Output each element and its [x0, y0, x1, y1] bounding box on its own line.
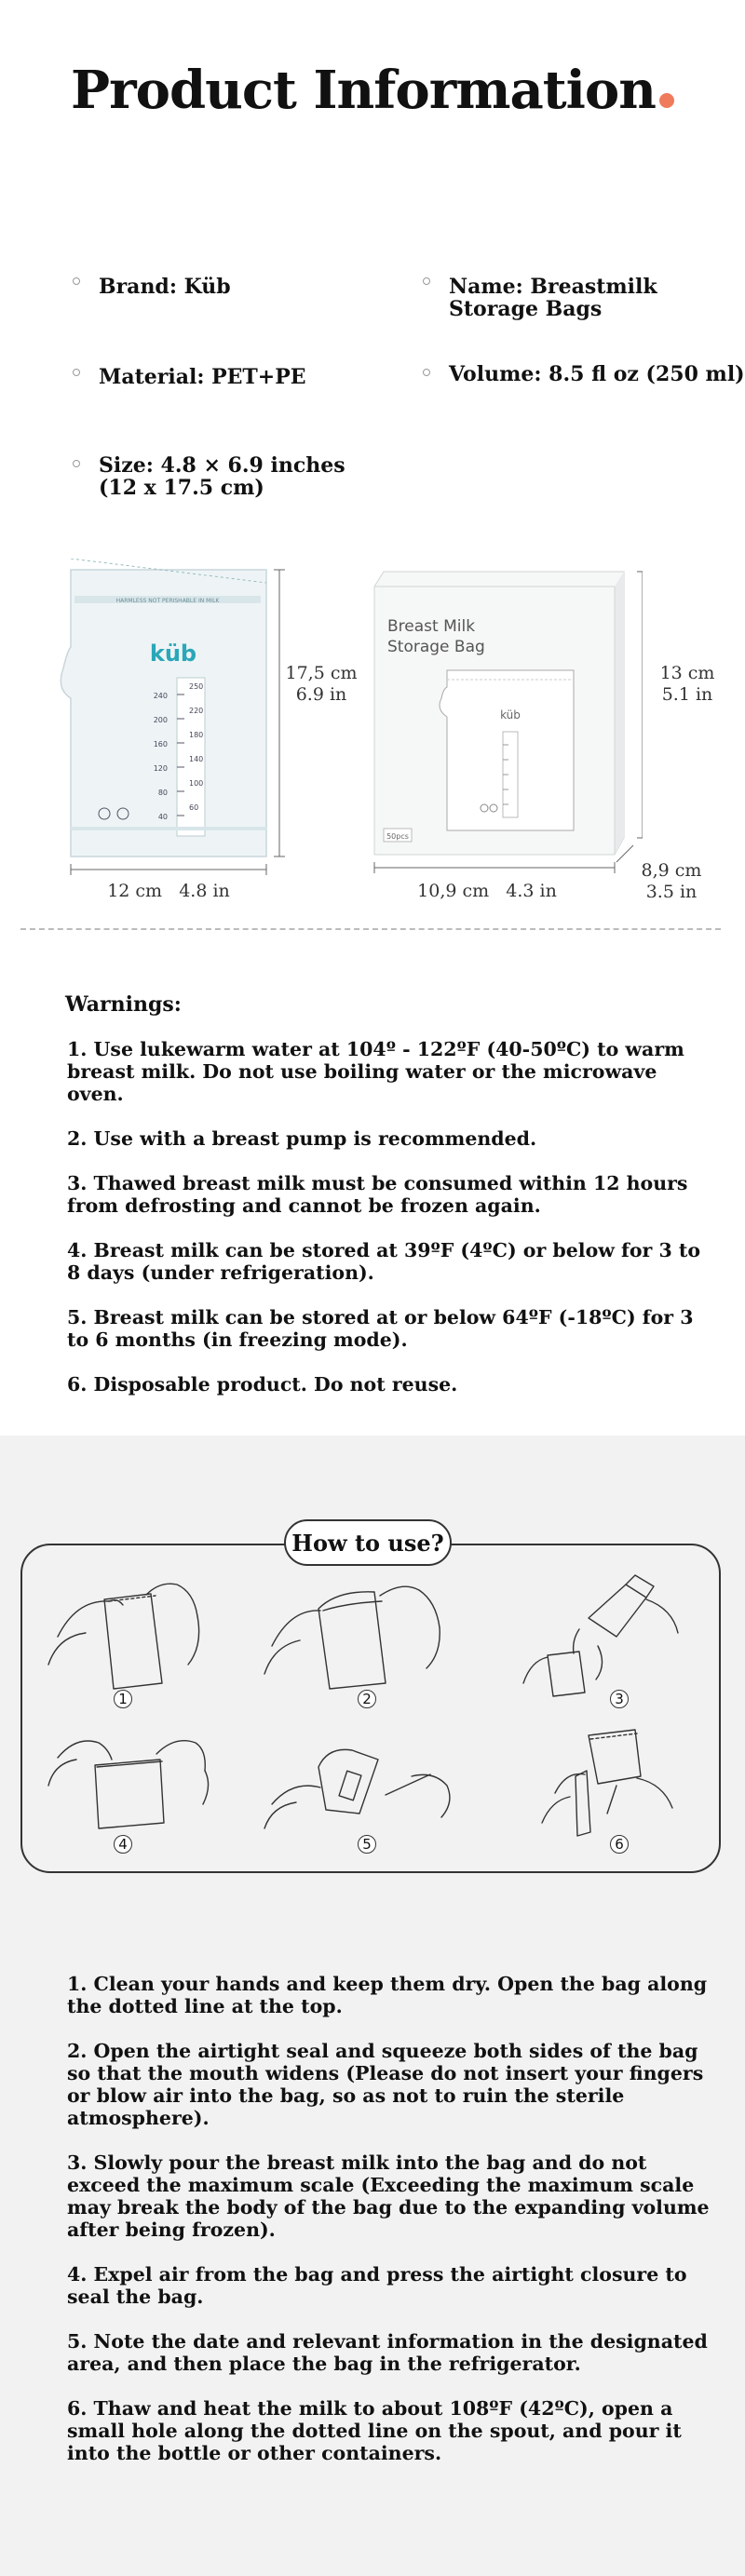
- spec-material: Material: PET+PE: [99, 365, 306, 389]
- warning-item: [67, 1127, 719, 1150]
- warning-item: [67, 1172, 719, 1217]
- box-depth-label: [620, 860, 723, 903]
- bag-scale-right: 250: [189, 682, 204, 691]
- step-number-badge: 5: [358, 1835, 376, 1854]
- bullet-icon: [73, 277, 80, 285]
- page-title-text: Product Information: [71, 60, 656, 121]
- step-line: small hole along the dotted line on the spout, and pour it: [67, 2420, 682, 2442]
- warning-line: to 6 months (in freezing mode).: [67, 1328, 408, 1351]
- box-width-label: [389, 881, 585, 902]
- how-to-step: [67, 1973, 728, 2017]
- bag-width-cm: 12 cm: [107, 881, 163, 901]
- bag-scale-right: 60: [189, 803, 199, 812]
- bag-scale-right: 140: [189, 755, 204, 763]
- warning-line: 6. Disposable product. Do not reuse.: [67, 1373, 458, 1396]
- step-3-drawing: [523, 1575, 678, 1696]
- step-number-badge: 6: [610, 1835, 629, 1854]
- warning-item: [67, 1373, 719, 1396]
- step-line: atmosphere).: [67, 2107, 210, 2129]
- step-number-badge: 3: [610, 1690, 629, 1708]
- spec-size-line1: Size: 4.8 × 6.9 inches: [99, 453, 345, 478]
- warning-line: 4. Breast milk can be stored at 39ºF (4ºC) or below for 3 to: [67, 1239, 700, 1261]
- step-number-badge: 1: [114, 1690, 132, 1708]
- warning-item: [67, 1306, 719, 1351]
- bullet-icon: [423, 277, 430, 285]
- warning-line: 2. Use with a breast pump is recommended.: [67, 1127, 537, 1150]
- warning-line: 3. Thawed breast milk must be consumed within 12 hours: [67, 1172, 688, 1194]
- bag-width-in: 4.8 in: [179, 881, 230, 901]
- step-1-drawing: [48, 1584, 199, 1689]
- box-label-line1: Breast Milk: [387, 617, 476, 636]
- page-title: [0, 60, 745, 121]
- box-count: 50pcs: [386, 832, 409, 841]
- how-to-step: [67, 2263, 728, 2308]
- warning-line: breast milk. Do not use boiling water or the microwave: [67, 1060, 657, 1083]
- warning-line: 1. Use lukewarm water at 104º - 122ºF (40-50ºC) to warm: [67, 1038, 684, 1060]
- storage-bag-illustration: [56, 559, 326, 875]
- bullet-icon: [73, 460, 80, 467]
- section-divider: [20, 928, 721, 930]
- storage-box-illustration: [363, 559, 643, 884]
- box-height-in: 5.1 in: [661, 684, 713, 705]
- box-depth-in: 3.5 in: [645, 882, 698, 902]
- bullet-icon: [423, 369, 430, 376]
- box-bag-logo: küb: [500, 708, 521, 722]
- step-line: area, and then place the bag in the refrigerator.: [67, 2353, 581, 2375]
- how-to-step: [67, 2330, 728, 2375]
- bag-width-label: [71, 881, 266, 902]
- spec-size: [99, 454, 345, 499]
- step-line: 2. Open the airtight seal and squeeze both sides of the bag: [67, 2040, 698, 2062]
- bag-scale-left: 80: [157, 789, 168, 797]
- bag-scale-right: 220: [189, 707, 204, 715]
- step-line: into the bottle or other containers.: [67, 2442, 442, 2464]
- step-line: 5. Note the date and relevant information in the designated: [67, 2330, 708, 2353]
- spec-name-line1: Name: Breastmilk: [449, 275, 657, 299]
- step-line: 1. Clean your hands and keep them dry. Open the bag along: [67, 1973, 708, 1995]
- step-number-badge: 4: [114, 1835, 132, 1854]
- bag-scale-left: 200: [153, 716, 168, 724]
- box-width-in: 4.3 in: [506, 881, 557, 901]
- warnings-title: Warnings:: [65, 992, 182, 1017]
- bag-height-in: 6.9 in: [295, 684, 347, 705]
- step-6-drawing: [542, 1730, 672, 1836]
- warning-line: oven.: [67, 1083, 124, 1105]
- warning-line: 5. Breast milk can be stored at or below 64ºF (-18ºC) for 3: [67, 1306, 694, 1328]
- box-label-line2: Storage Bag: [387, 638, 485, 656]
- step-5-drawing: [264, 1749, 450, 1828]
- bag-height-label: [279, 663, 363, 706]
- how-to-title: How to use?: [284, 1519, 452, 1566]
- spec-brand: Brand: Küb: [99, 275, 231, 299]
- box-height-label: [643, 663, 732, 706]
- bag-scale-right: 180: [189, 731, 204, 739]
- bag-scale-left: 160: [153, 740, 168, 749]
- bag-strip-text: HARMLESS NOT PERISHABLE IN MILK: [115, 598, 220, 604]
- box-width-cm: 10,9 cm: [417, 881, 490, 901]
- spec-volume: Volume: 8.5 fl oz (250 ml): [449, 362, 745, 386]
- bag-scale-left: 40: [157, 813, 168, 821]
- box-height-cm: 13 cm: [659, 663, 715, 683]
- step-line: seal the bag.: [67, 2286, 204, 2308]
- bag-scale-left: 240: [153, 692, 168, 700]
- step-number-badge: 2: [358, 1690, 376, 1708]
- how-to-step: [67, 2040, 728, 2129]
- step-line: 4. Expel air from the bag and press the airtight closure to: [67, 2263, 687, 2286]
- warning-line: from defrosting and cannot be frozen again.: [67, 1194, 541, 1217]
- step-line: the dotted line at the top.: [67, 1995, 343, 2017]
- bag-scale-left: 120: [153, 764, 168, 773]
- bullet-icon: [73, 369, 80, 376]
- warning-item: [67, 1239, 719, 1284]
- bag-height-cm: 17,5 cm: [285, 663, 358, 683]
- step-line: so that the mouth widens (Please do not insert your fingers: [67, 2062, 704, 2084]
- warning-item: [67, 1038, 719, 1105]
- spec-size-line2: (12 x 17.5 cm): [99, 476, 264, 500]
- step-line: after being frozen).: [67, 2219, 276, 2241]
- spec-name-line2: Storage Bags: [449, 297, 603, 321]
- step-line: exceed the maximum scale (Exceeding the maximum scale: [67, 2174, 695, 2196]
- warning-line: 8 days (under refrigeration).: [67, 1261, 374, 1284]
- how-to-step-illustrations: [20, 1544, 721, 1873]
- title-accent-dot: [659, 93, 674, 108]
- bag-logo: küb: [149, 641, 197, 667]
- spec-name: [449, 276, 657, 320]
- step-line: or blow air into the bag, so as not to ruin the sterile: [67, 2084, 625, 2107]
- how-to-step: [67, 2397, 728, 2464]
- step-2-drawing: [264, 1586, 440, 1689]
- step-line: may break the body of the bag due to the expanding volume: [67, 2196, 710, 2219]
- box-depth-cm: 8,9 cm: [641, 860, 702, 881]
- step-line: 6. Thaw and heat the milk to about 108ºF (42ºC), open a: [67, 2397, 673, 2420]
- step-line: 3. Slowly pour the breast milk into the bag and do not: [67, 2151, 647, 2174]
- step-4-drawing: [48, 1741, 209, 1828]
- bag-scale-right: 100: [189, 779, 204, 788]
- how-to-step: [67, 2151, 728, 2241]
